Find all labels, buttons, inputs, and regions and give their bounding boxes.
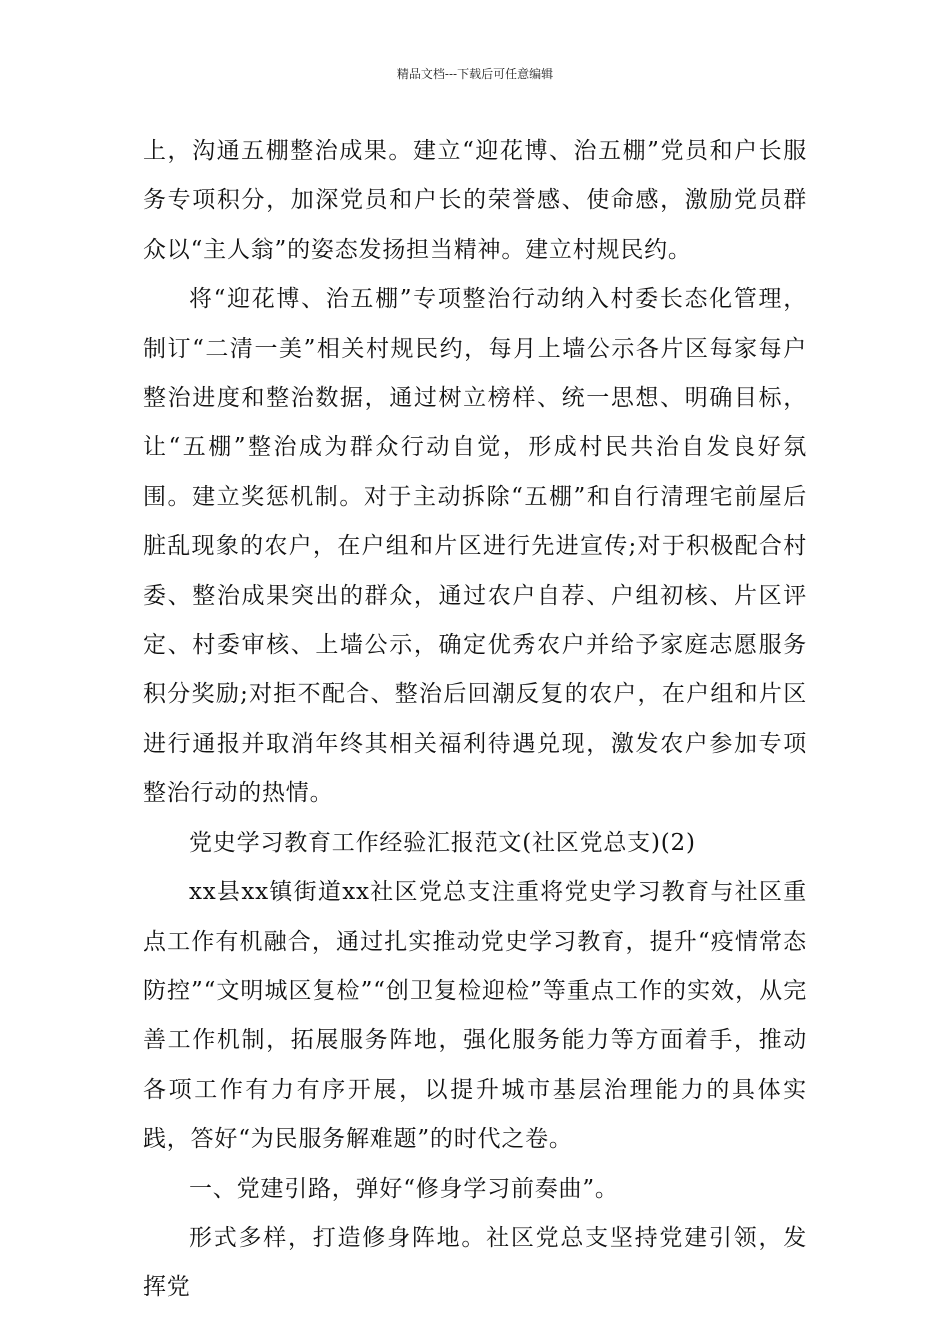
section-title: 党史学习教育工作经验汇报范文(社区党总支)(2) (189, 829, 696, 856)
paragraph-continuation: 上，沟通五棚整治成果。建立“迎花博、治五棚”党员和户长服务专项积分，加深党员和户长的荣誉感、使命感，激励党员群众以“主人翁”的姿态发扬担当精神。建立村规民约。 (143, 138, 807, 263)
section-heading-one: 一、党建引路，弹好“修身学习前奏曲”。 (189, 1175, 619, 1202)
document-body (143, 127, 807, 1313)
paragraph-village-rules: 将“迎花博、治五棚”专项整治行动纳入村委长态化管理，制订“二清一美”相关村规民约，每月上墙公示各片区每家每户整治进度和整治数据，通过树立榜样、统一思想、明确目标，让“五棚”整治成为群众行动自觉，形成村民共治自发良好氛围。建立奖惩机制。对于主动拆除“五棚”和自行清理宅前屋后脏乱现象的农户，在户组和片区进行先进宣传;对于积极配合村委、整治成果突出的群众，通过农户自荐、户组初核、片区评定、村委审核、上墙公示，确定优秀农户并给予家庭志愿服务积分奖励;对拒不配合、整治后回潮反复的农户，在户组和片区进行通报并取消年终其相关福利待遇兑现，激发农户参加专项整治行动的热情。 (143, 286, 807, 807)
paragraph-community-intro: xx县xx镇街道xx社区党总支注重将党史学习教育与社区重点工作有机融合，通过扎实推动党史学习教育，提升“疫情常态防控”“文明城区复检”“创卫复检迎检”等重点工作的实效，从完善工作机制，拓展服务阵地，强化服务能力等方面着手，推动各项工作有力有序开展，以提升城市基层治理能力的具体实践，答好“为民服务解难题”的时代之卷。 (143, 879, 807, 1153)
paragraph-forms: 形式多样，打造修身阵地。社区党总支坚持党建引领，发挥党 (143, 1224, 807, 1301)
page-header: 精品文档---下载后可任意编辑 (396, 67, 554, 81)
